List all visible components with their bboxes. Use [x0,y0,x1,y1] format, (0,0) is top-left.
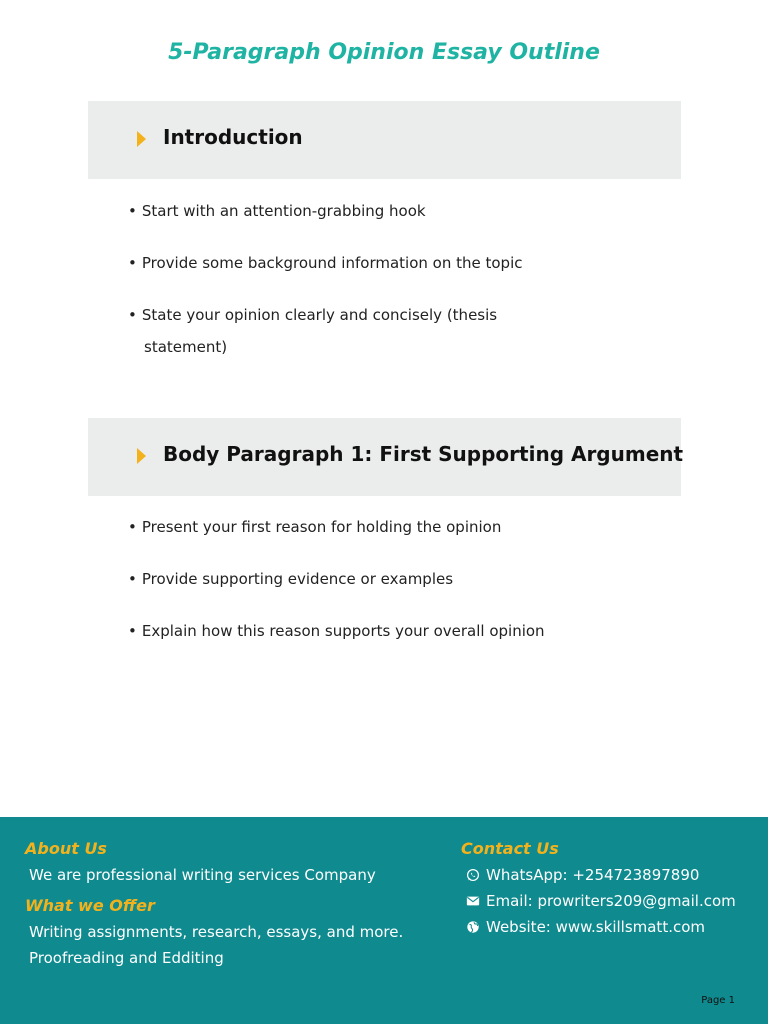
section-header-body-paragraph-1 [88,418,684,496]
section-header-introduction [88,101,681,179]
envelope-icon [466,894,480,908]
offer-line: Writing assignments, research, essays, and more. [29,923,404,941]
list-item: • Present your first reason for holding the opinion [128,518,502,536]
about-heading: About Us [25,839,107,858]
contact-heading: Contact Us [461,839,559,858]
list-item: • Provide supporting evidence or examples [128,570,454,588]
contact-whatsapp-text: WhatsApp: +254723897890 [486,866,700,884]
section-heading: Introduction [163,125,303,149]
globe-icon [466,920,480,934]
contact-email[interactable] [466,892,736,910]
caret-right-icon [137,131,146,147]
list-item: • Explain how this reason supports your overall opinion [128,622,545,640]
list-item: • Start with an attention-grabbing hook [128,202,426,220]
contact-whatsapp[interactable] [466,866,699,884]
contact-website-text: Website: www.skillsmatt.com [486,918,706,936]
list-item: • State your opinion clearly and concisely (thesis statement) [128,306,498,356]
offer-line: Proofreading and Edditing [29,949,224,967]
footer [0,817,768,1024]
list-item: • Provide some background information on the topic [128,254,523,272]
contact-website[interactable] [466,918,705,936]
whatsapp-icon [466,868,480,882]
body-paragraph-bullet-list [128,511,608,667]
introduction-bullet-list [128,195,548,383]
contact-email-text: Email: prowriters209@gmail.com [486,892,736,910]
about-text: We are professional writing services Company [29,866,376,884]
page-title: 5-Paragraph Opinion Essay Outline [168,40,600,65]
offer-heading: What we Offer [25,896,155,915]
page-number: Page 1 [701,995,735,1006]
section-heading: Body Paragraph 1: First Supporting Argument [163,442,684,466]
caret-right-icon [137,448,146,464]
